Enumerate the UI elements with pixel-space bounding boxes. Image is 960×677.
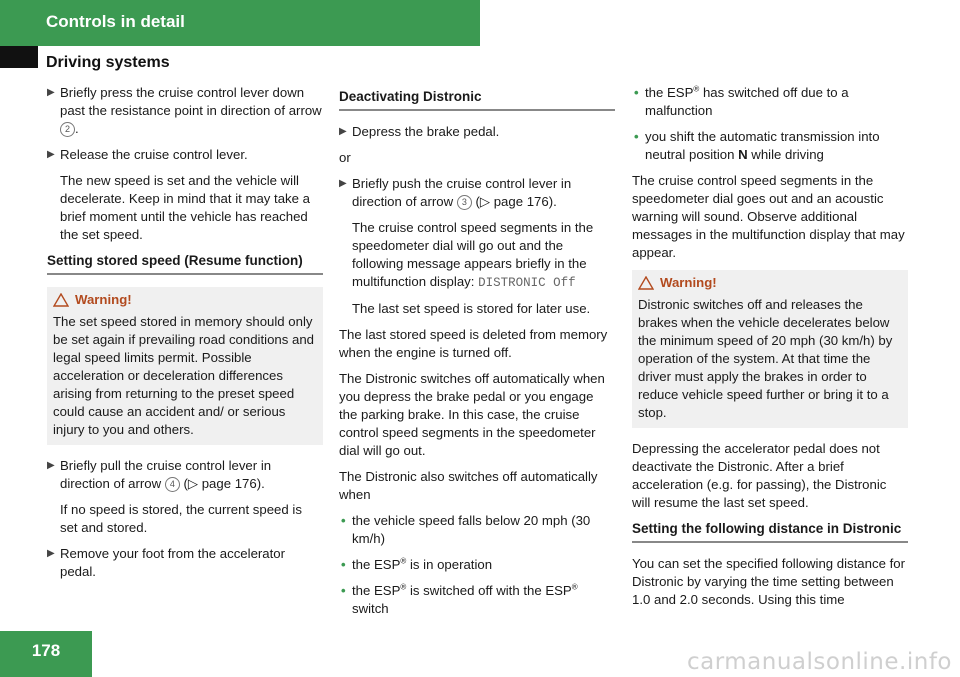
paragraph: Depressing the accelerator pedal does not deactivate the Distronic. After a brief acceleration (e.g. for passing), the Distronic will resume the last set speed. [632,441,887,510]
warning-text: Distronic switches off and releases the brakes when the vehicle decelerates below the minimum speed of 20 mph (30 km/h) by operation of the system. At that time the driver must apply the brakes in order to reduce vehicle speed further or bring it to a stop. [638,297,893,420]
list-item: • the vehicle speed falls below 20 mph (30 km/h) [341,513,591,546]
paragraph: The Distronic switches off automatically when you depress the brake pedal or you engage the parking brake. In this case, the cruise control speed segments in the speedometer dial will go out. [339,371,605,458]
section-title: Driving systems [46,54,170,71]
list-item: • you shift the automatic transmission into neutral position N while driving [634,129,880,162]
warning-title: Warning! [53,291,317,309]
instruction-step: ▶ Briefly push the cruise control lever in direction of arrow 3 (▷ page 176). [339,176,572,209]
instruction-step: ▶ Briefly press the cruise control lever down past the resistance point in direction of arrow 2 . [47,85,322,136]
subsection-heading: Setting stored speed (Resume function) [47,252,323,275]
page-reference-link[interactable]: (▷ page 176). [475,194,557,209]
display-message: DISTRONIC Off [478,276,576,290]
step-arrow-icon: ▶ [47,87,55,98]
instruction-step: ▶ Remove your foot from the accelerator pedal. [47,546,286,579]
list-item: • the ESP® is switched off with the ESP® switch [341,582,578,616]
step-arrow-icon: ▶ [47,548,55,559]
step-note: If no speed is stored, the current speed is set and stored. [60,502,302,535]
arrow-number-badge: 3 [457,195,472,210]
paragraph: You can set the specified following distance for Distronic by varying the time setting between 1.0 and 2.0 seconds. Using this time [632,556,905,607]
chapter-header [0,0,480,46]
page-number: 178 [0,631,92,677]
list-item: • the ESP® is in operation [341,556,493,572]
page-reference-link[interactable]: (▷ page 176). [183,476,265,491]
chapter-title: Controls in detail [46,12,185,31]
bullet-icon: • [341,513,346,528]
bullet-icon: • [341,583,346,598]
warning-box [632,270,908,428]
warning-text: The set speed stored in memory should only be set again if prevailing road conditions and legal speed limits permit. Possible acceleration or deceleration differences arising from returning to the preset speed could cause an accident and/ or serious injury to you and others. [53,314,314,437]
paragraph: The Distronic also switches off automatically when [339,469,598,502]
step-note: The new speed is set and the vehicle will decelerate. Keep in mind that it may take a brief moment until the vehicle has reached the set speed. [60,173,310,242]
instruction-step: ▶ Briefly pull the cruise control lever in direction of arrow 4 (▷ page 176). [47,458,272,491]
column-2 [339,84,615,626]
arrow-number-badge: 4 [165,477,180,492]
warning-box [47,287,323,445]
column-1 [47,84,323,589]
list-item: • the ESP® has switched off due to a malfunction [634,84,849,118]
step-arrow-icon: ▶ [339,178,347,189]
bullet-icon: • [341,557,346,572]
paragraph: The cruise control speed segments in the speedometer dial goes out and an acoustic warning will sound. Observe additional messages in the multifunction display that may appear. [632,173,905,260]
or-text: or [339,150,351,165]
step-arrow-icon: ▶ [47,460,55,471]
step-arrow-icon: ▶ [339,126,347,137]
arrow-number-badge: 2 [60,122,75,137]
instruction-step: ▶ Depress the brake pedal. [339,124,500,139]
column-3 [632,84,908,617]
watermark: carmanualsonline.info [686,649,952,675]
subsection-heading: Setting the following distance in Distronic [632,520,908,543]
warning-triangle-icon [53,293,69,307]
instruction-step: ▶ Release the cruise control lever. [47,147,248,162]
step-note: The cruise control speed segments in the speedometer dial will go out and the following message appears briefly in the multifunction display: DISTRONIC Off [352,220,594,290]
header-tab-marker [0,46,38,68]
step-note: The last set speed is stored for later use. [352,301,591,316]
bullet-icon: • [634,85,639,100]
warning-triangle-icon [638,276,654,290]
subsection-heading: Deactivating Distronic [339,88,615,111]
paragraph: The last stored speed is deleted from memory when the engine is turned off. [339,327,608,360]
bullet-icon: • [634,129,639,144]
warning-title: Warning! [638,274,902,292]
step-arrow-icon: ▶ [47,149,55,160]
